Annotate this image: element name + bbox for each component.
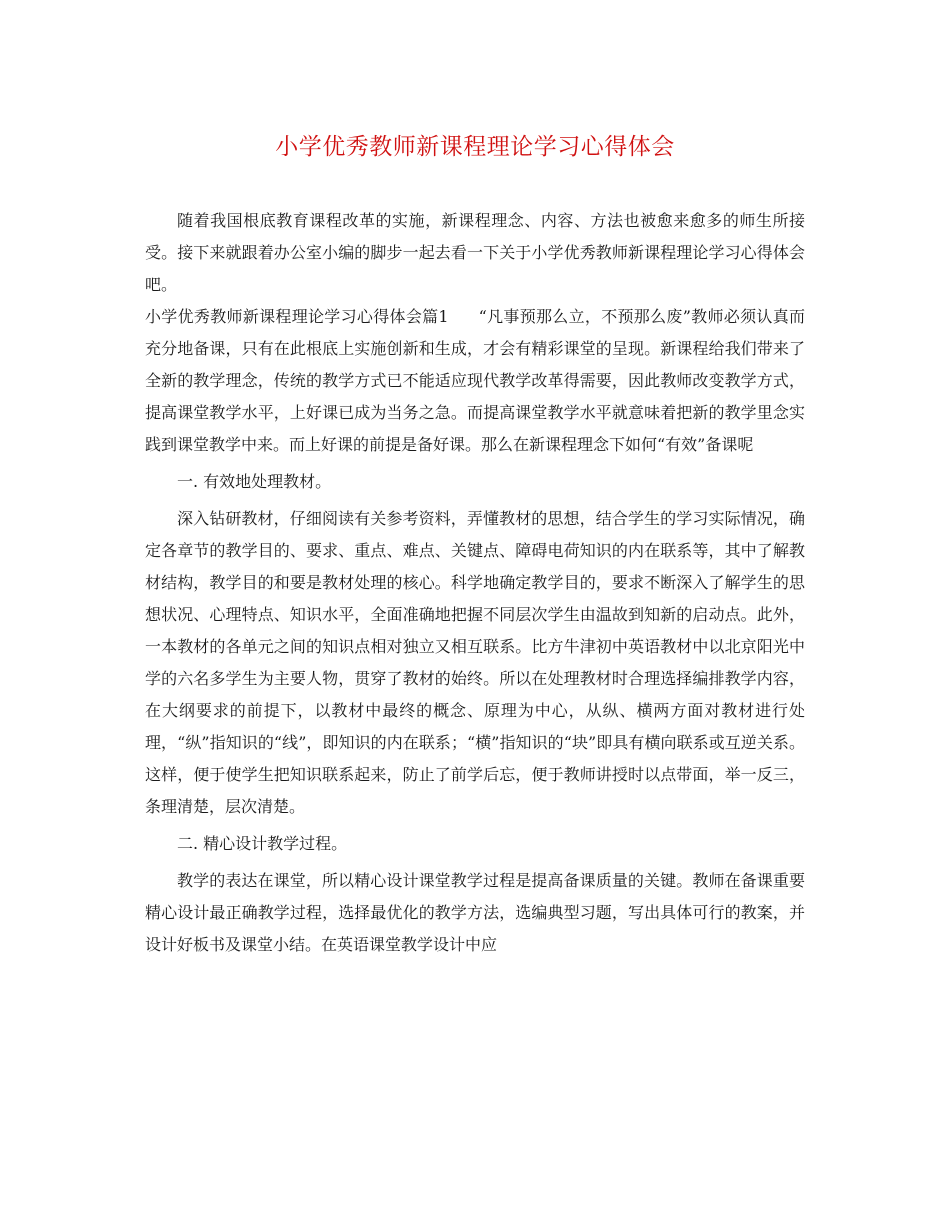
intro-paragraph: 随着我国根底教育课程改革的实施，新课程理念、内容、方法也被愈来愈多的师生所接受。接下来就跟着办公室小编的脚步一起去看一下关于小学优秀教师新课程理论学习心得体会吧。: [145, 211, 805, 294]
section-paragraph: [145, 301, 805, 461]
section-label: 小学优秀教师新课程理论学习心得体会篇1: [145, 307, 449, 326]
section-text: “凡事预那么立，不预那么废”教师必须认真而充分地备课，只有在此根底上实施创新和生成，才会有精彩课堂的呈现。新课程给我们带来了全新的教学理念，传统的教学方式已不能适应现代教学改革得需要，因此教师改变教学方式，提高课堂教学水平，上好课已成为当务之急。而提高课堂教学水平就意味着把新的教学里念实践到课堂教学中来。而上好课的前提是备好课。那么在新课程理念下如何“有效”备课呢: [145, 307, 805, 454]
heading-one: 一. 有效地处理教材。: [177, 472, 332, 491]
paragraph-one: 深入钻研教材，仔细阅读有关参考资料，弄懂教材的思想，结合学生的学习实际情况，确定各章节的教学目的、要求、重点、难点、关键点、障碍电荷知识的内在联系等，其中了解教材结构，教学目的和要是教材处理的核心。科学地确定教学目的，要求不断深入了解学生的思想状况、心理特点、知识水平，全面准确地把握不同层次学生由温故到知新的启动点。此外，一本教材的各单元之间的知识点相对独立又相互联系。比方牛津初中英语教材中以北京阳光中学的六名多学生为主要人物，贯穿了教材的始终。所以在处理教材时合理选择编排教学内容，在大纲要求的前提下，以教材中最终的概念、原理为中心，从纵、横两方面对教材进行处理，“纵”指知识的“线”，即知识的内在联系；“横”指知识的“块”即具有横向联系或互逆关系。这样，便于使学生把知识联系起来，防止了前学后忘，便于教师讲授时以点带面，举一反三，条理清楚，层次清楚。: [145, 509, 805, 816]
document-body: [145, 205, 805, 961]
paragraph-two: 教学的表达在课堂，所以精心设计课堂教学过程是提高备课质量的关键。教师在备课重要精心设计最正确教学过程，选择最优化的教学方法，选编典型习题，写出具体可行的教案，并设计好板书及课堂小结。在英语课堂教学设计中应: [145, 871, 805, 954]
document-title: 小学优秀教师新课程理论学习心得体会: [275, 134, 675, 160]
heading-two: 二. 精心设计教学过程。: [177, 834, 348, 853]
